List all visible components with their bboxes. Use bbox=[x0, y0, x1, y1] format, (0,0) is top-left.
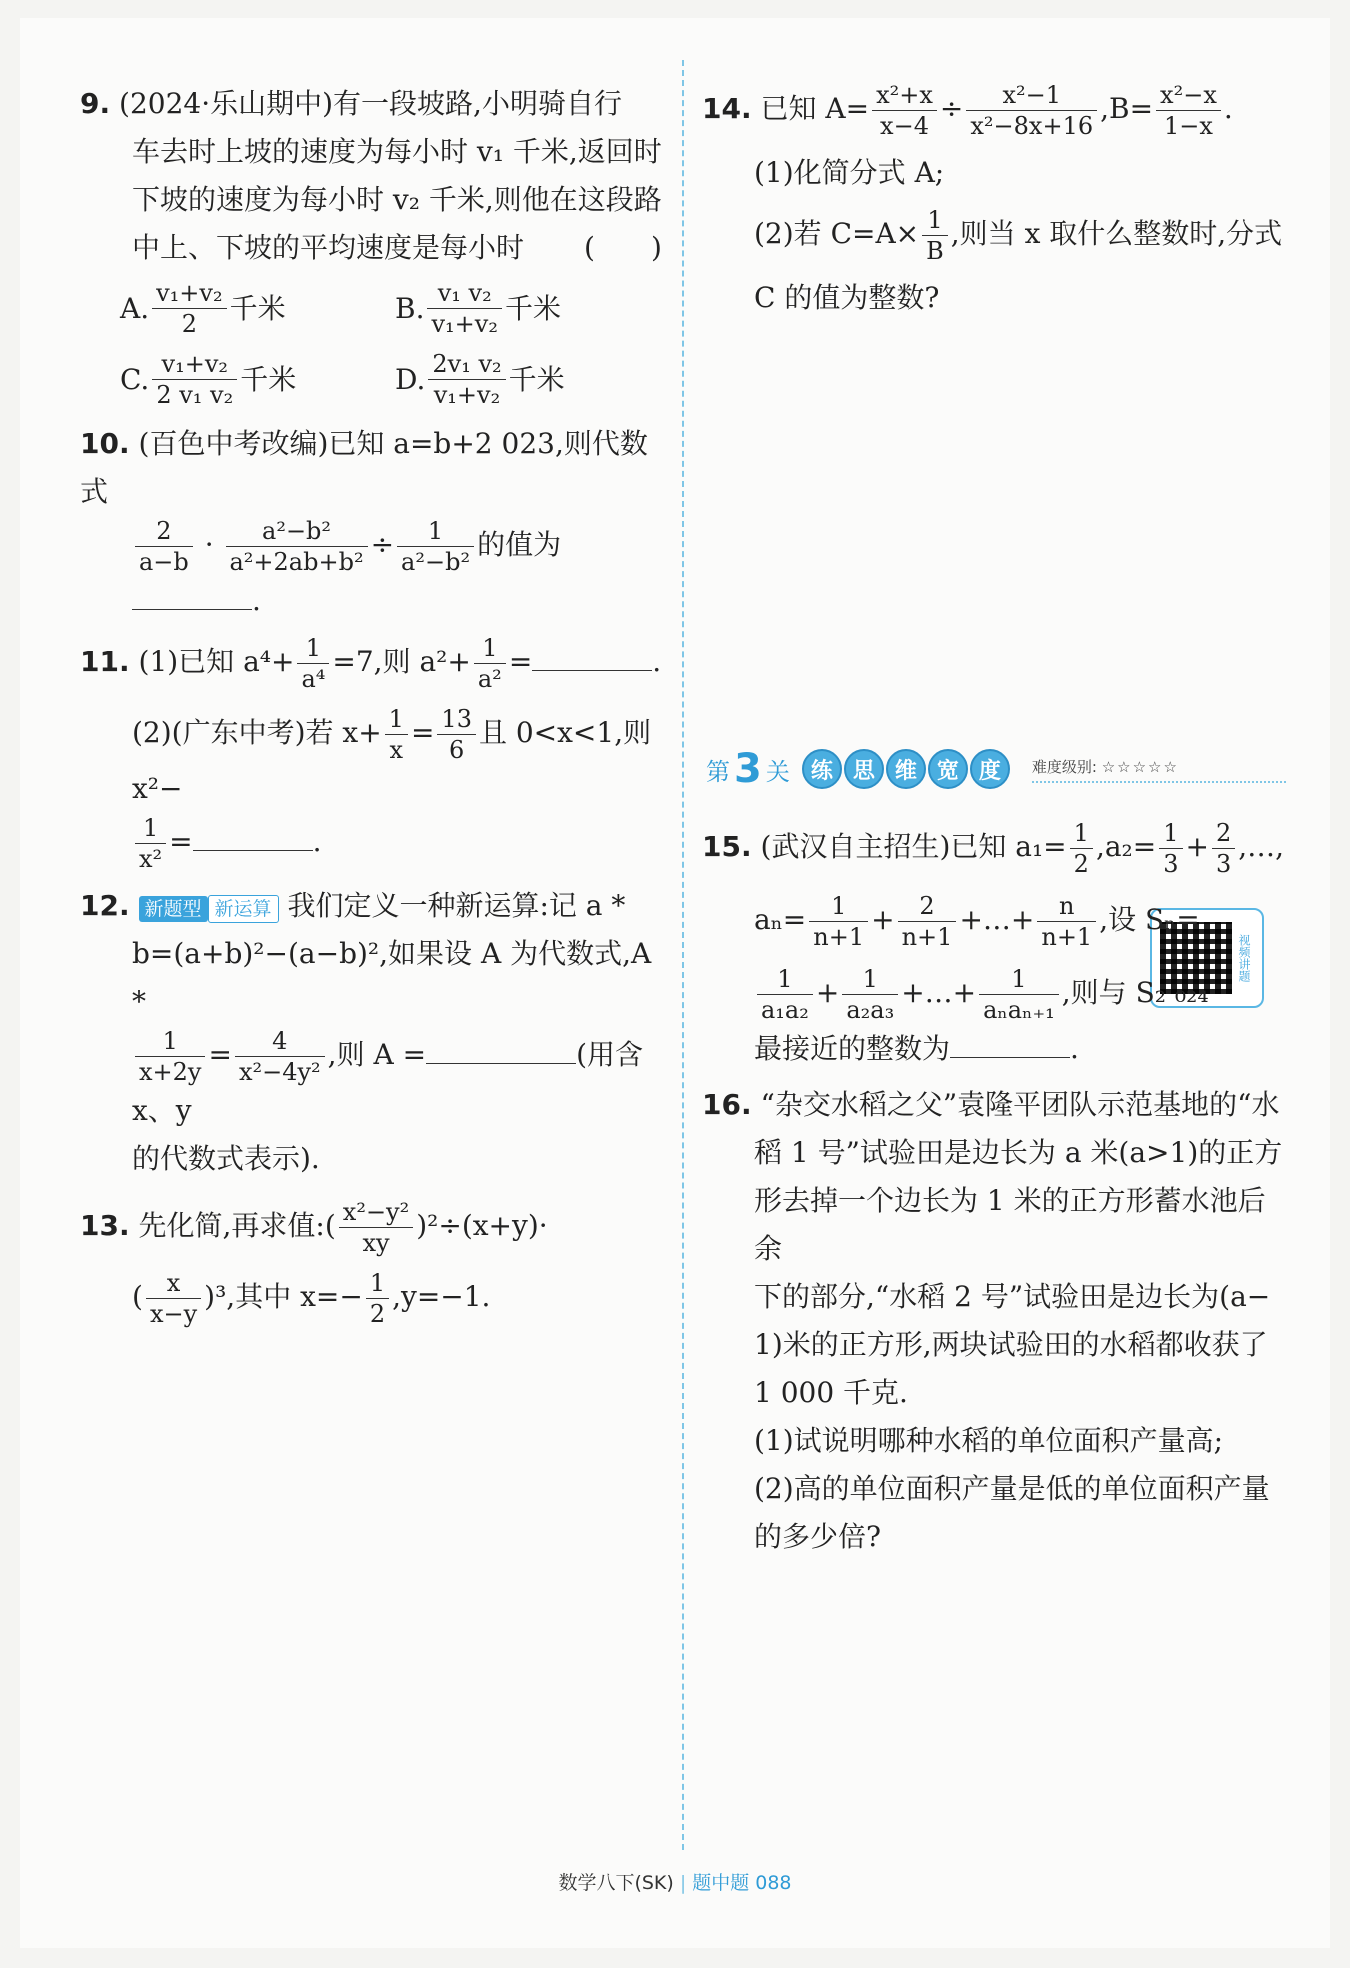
book-title: 数学八下(SK) bbox=[558, 1872, 674, 1894]
q12-line4: 的代数式表示). bbox=[132, 1142, 320, 1175]
question-number: 9. bbox=[80, 87, 111, 120]
question-number: 15. bbox=[702, 830, 752, 863]
video-explanation-label: 视频讲题 bbox=[1237, 934, 1251, 982]
q9-line3: 下坡的速度为每小时 v₂ 千米,则他在这段路 bbox=[132, 183, 662, 216]
q12-line2: b=(a+b)²−(a−b)²,如果设 A 为代数式,A * bbox=[132, 937, 652, 1018]
q9-line1: (2024·乐山期中)有一段坡路,小明骑自行 bbox=[119, 87, 622, 120]
answer-blank[interactable] bbox=[532, 644, 652, 671]
question-13: 13. 先化简,再求值:( $\frac{\text{x²−y²}}{xy}$ )²÷(x+y)· ( $\frac{x}{x-y}$ )³,其中 x=− $\frac{1}{2}$ ,y=−1. bbox=[80, 1198, 548, 1328]
question-16: 16. “杂交水稻之父”袁隆平团队示范基地的“水 稻 1 号”试验田是边长为 a 米(a>1)的正方 形去掉一个边长为 1 米的正方形蓄水池后余 下的部分,“水稻 2 号”试验田是边长为(a− 1)米的正方形,两块试验田的水稻都收获了 1 000 千克. (1)试说明哪种水稻的单位面积产量高; (2)高的单位面积产量是低的单位面积产量 的多少倍? bbox=[702, 1088, 1283, 1553]
difficulty-level: 难度级别: ☆☆☆☆☆ bbox=[1032, 756, 1286, 783]
q14-part1: (1)化简分式 A; bbox=[754, 156, 945, 189]
q9-line2: 车去时上坡的速度为每小时 v₁ 千米,返回时 bbox=[132, 135, 662, 168]
option-c: C. $\frac{\text{v₁+v₂}}{\text{2 v₁ v₂}}$ 千米 bbox=[120, 350, 297, 409]
question-15: 15. (武汉自主招生)已知 a₁= $\frac{1}{2}$ ,a₂= $\frac{1}{3}$ + $\frac{2}{3}$ ,…, aₙ= $\frac{1}{n+1}$ + $\frac{2}{n+1}$ +…+ $\frac{n}{n+1}$ ,设 Sₙ= $\frac{1}{\text{a₁a₂}}$ + $\frac{1}{\text{a₂a₃}}$ +…+ $\frac{1}{\text{aₙaₙ₊₁}}$ ,则与 S₂ ₀₂₄ 最接近的整数为 . bbox=[702, 819, 1285, 1065]
section-header: 第 3 关 练 思 维 宽 度 难度级别: ☆☆☆☆☆ bbox=[706, 745, 1286, 793]
question-10 bbox=[80, 420, 670, 625]
q9-line4: 中上、下坡的平均速度是每小时 bbox=[132, 231, 525, 264]
question-9 bbox=[80, 80, 670, 410]
right-column bbox=[702, 80, 1292, 330]
page-label: 题中题 088 bbox=[692, 1872, 792, 1894]
question-number: 11. bbox=[80, 645, 130, 678]
option-a: A. $\frac{\text{v₁+v₂}}{2}$ 千米 bbox=[120, 279, 286, 338]
q14-part3: C 的值为整数? bbox=[754, 281, 940, 314]
question-14: 14. 已知 A= $\frac{\text{x²+x}}{x-4}$ ÷ $\frac{\text{x²−1}}{\text{x²−8x+16}}$ ,B= $\frac{\text{x²−x}}{1-x}$ . (1)化简分式 A; (2)若 C=A× $\frac{1}{B}$ ,则当 x 取什么整数时,分式 C 的值为整数? bbox=[702, 80, 1292, 322]
q9-options bbox=[80, 278, 670, 410]
question-number: 16. bbox=[702, 1088, 752, 1121]
question-number: 10. bbox=[80, 427, 130, 460]
option-d: D. $\frac{\text{2v₁ v₂}}{\text{v₁+v₂}}$ 千米 bbox=[395, 350, 565, 409]
answer-blank[interactable] bbox=[193, 824, 313, 851]
right-column-lower bbox=[702, 818, 1292, 1569]
new-question-type-badge: 新题型 bbox=[139, 896, 208, 922]
answer-blank[interactable] bbox=[132, 583, 252, 610]
question-number: 13. bbox=[80, 1209, 130, 1242]
question-number: 14. bbox=[702, 92, 752, 125]
question-number: 12. bbox=[80, 889, 130, 922]
q10-line1: (百色中考改编)已知 a=b+2 023,则代数式 bbox=[80, 427, 648, 508]
answer-blank[interactable] bbox=[950, 1031, 1070, 1058]
star-icon: ☆☆☆☆☆ bbox=[1101, 757, 1179, 776]
option-b: B. $\frac{\text{v₁ v₂}}{\text{v₁+v₂}}$ 千米 bbox=[395, 279, 561, 338]
question-12: 12. 新题型 新运算 我们定义一种新运算:记 a * b=(a+b)²−(a−b)²,如果设 A 为代数式,A * $\frac{1}{x+2y}$ = $\frac{4}{\text{x²−4y²}}$ ,则 A = (用含 x、y 的代数式表示). bbox=[80, 882, 670, 1183]
page-footer: 数学八下(SK) | 题中题 088 bbox=[558, 1872, 792, 1894]
answer-blank[interactable] bbox=[426, 1037, 576, 1064]
new-operation-badge: 新运算 bbox=[208, 895, 279, 923]
q10-expression: $\frac{2}{a-b}$ · $\frac{\text{a²−b²}}{\text{a²+2ab+b²}}$ ÷ $\frac{1}{\text{a²−b²}}$ 的值为. bbox=[80, 516, 670, 625]
section-title: 练 思 维 宽 度 bbox=[802, 749, 1012, 789]
column-divider bbox=[682, 60, 684, 1850]
answer-paren: ( ) bbox=[584, 231, 662, 264]
question-11: 11. (1)已知 a⁴+ $\frac{1}{\text{a⁴}}$ =7,则 a²+ $\frac{1}{\text{a²}}$ = . (2)(广东中考)若 x+ $\frac{1}{x}$ = $\frac{13}{6}$ 且 0<x<1,则 x²− $\frac{1}{\text{x²}}$ = . bbox=[80, 634, 662, 873]
left-column bbox=[80, 80, 670, 1337]
